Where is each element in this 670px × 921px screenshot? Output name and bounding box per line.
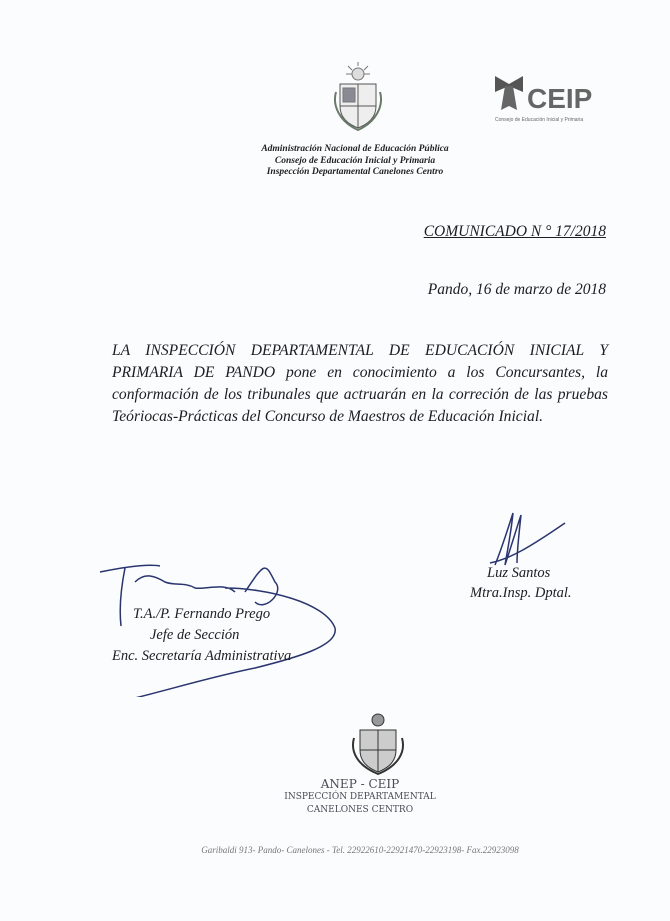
stamp-line: INSPECCIÓN DEPARTAMENTAL xyxy=(284,792,436,802)
signer-office: Enc. Secretaría Administrativa xyxy=(112,648,292,664)
coat-of-arms-icon xyxy=(330,62,386,134)
signer-role: Mtra.Insp. Dptal. xyxy=(470,585,572,601)
signer-name: T.A./P. Fernando Prego xyxy=(133,606,271,622)
stamp-line: CANELONES CENTRO xyxy=(306,805,414,815)
letterhead-line: Consejo de Educación Inicial y Primaria xyxy=(274,155,436,166)
stamp-line: ANEP - CEIP xyxy=(320,777,400,791)
signature-prego xyxy=(95,552,345,697)
communique-date: Pando, 16 de marzo de 2018 xyxy=(427,281,606,298)
signer-name: Luz Santos xyxy=(487,565,551,581)
communique-title: COMUNICADO N ° 17/2018 xyxy=(423,223,606,240)
stamp-coat-of-arms-icon xyxy=(348,710,408,778)
letterhead xyxy=(200,144,510,179)
svg-text:CEIP: CEIP xyxy=(527,83,593,114)
footer-address: Garibaldi 913- Pando- Canelones - Tel. 22922610-22921470-22923198- Fax.22923098 xyxy=(201,845,519,855)
signer-role: Jefe de Sección xyxy=(150,627,240,643)
communique-body: LA INSPECCIÓN DEPARTAMENTAL DE EDUCACIÓN INICIAL Y PRIMARIA DE PANDO pone en conocimiento a los Concursantes, la conformación de los tribunales que actruarán en la correción de las pruebas Teóriocas-Prácticas del Concurso de Maestros de Educación Inicial. xyxy=(112,342,608,425)
ceip-subtitle: Consejo de Educación Inicial y Primaria xyxy=(495,117,584,123)
ceip-logo xyxy=(493,70,593,116)
letterhead-line: Inspección Departamental Canelones Centro xyxy=(266,167,444,177)
letterhead-line: Administración Nacional de Educación Pública xyxy=(261,144,449,154)
